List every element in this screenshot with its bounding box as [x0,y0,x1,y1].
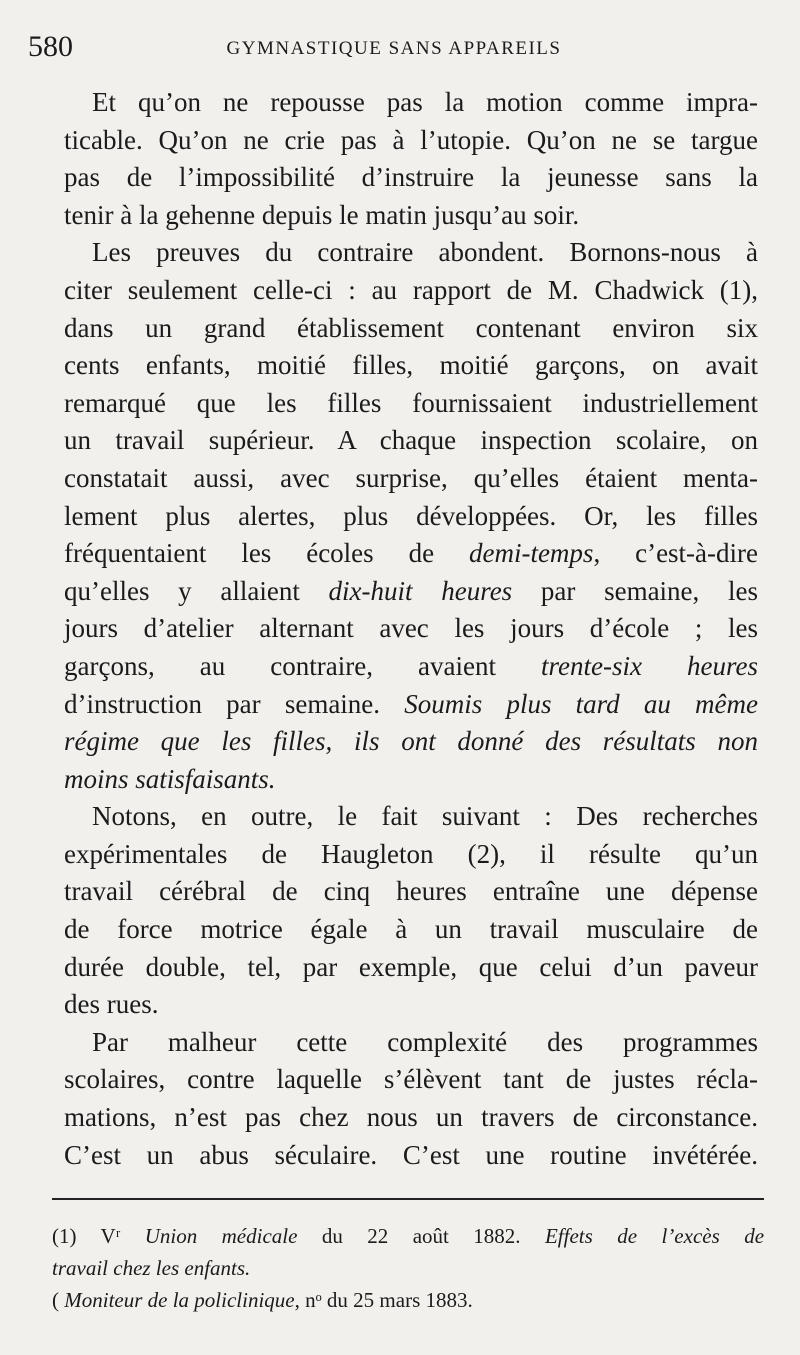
footnote-italic: Union médicale [144,1224,298,1248]
footnotes [52,1220,764,1316]
paragraph-2 [36,234,758,798]
text-line [36,761,758,799]
paragraph-1 [36,84,758,234]
text-line [36,648,758,686]
text-line: cents enfants, moitié filles, moitié garçons, on avait [64,350,758,381]
body-text [36,84,758,1174]
footnote-italic: travail chez les enfants. [52,1256,251,1280]
italic-phrase: demi-temps [468,538,594,569]
paragraph-3 [36,798,758,1024]
italic-phrase: moins satisfaisants. [64,763,276,794]
footnote-text: , nᵒ du 25 mars 1883. [294,1288,473,1312]
text-line: de force motrice égale à un travail musculaire de [64,914,758,945]
text-span: par semaine, les [512,575,758,606]
page-number: 580 [28,30,73,63]
footnote-separator [52,1198,764,1200]
text-line: travail cérébral de cinq heures entraîne une dépense [64,876,758,907]
italic-phrase: régime que les filles, ils ont donné des résultats non [64,726,758,757]
footnote-italic: Moniteur de la policlinique [64,1288,295,1312]
text-line: scolaires, contre laquelle s’élèvent tant de justes récla- [64,1064,758,1095]
text-span: qu’elles y allaient [64,575,329,606]
text-line [36,573,758,611]
text-line [36,723,758,761]
text-line: durée double, tel, par exemple, que celui d’un paveur [64,951,758,982]
text-line: Notons, en outre, le fait suivant : Des recherches [92,801,758,832]
text-line: ticable. Qu’on ne crie pas à l’utopie. Qu’on ne se targue [64,124,758,155]
text-line: mations, n’est pas chez nous un travers de circonstance. [64,1102,758,1133]
text-span: , c’est-à-dire [593,538,758,569]
text-line: Et qu’on ne repousse pas la motion comme impra- [92,87,758,117]
text-line: des rues. [64,989,159,1020]
footnote-text: du 22 août 1882. [297,1224,545,1248]
text-line: citer seulement celle-ci : au rapport de M. Chadwick (1), [64,274,758,305]
text-line: Les preuves du contraire abondent. Bornons-nous à [92,237,758,268]
footnote-2 [52,1284,764,1316]
text-span: d’instruction par semaine. [64,688,405,719]
text-line [36,686,758,724]
text-line: jours d’atelier alternant avec les jours d’école ; les [64,613,758,644]
text-line: dans un grand établissement contenant environ six [64,312,758,343]
text-line: pas de l’impossibilité d’instruire la jeunesse sans la [64,162,758,193]
footnote-1 [52,1220,764,1252]
paragraph-4 [36,1024,758,1174]
running-title: GYMNASTIQUE SANS APPAREILS [226,38,562,59]
footnote-mark: ( [52,1288,65,1312]
footnote-mark: (1) Vʳ [52,1224,145,1248]
text-span: fréquentaient les écoles de [64,538,469,569]
text-line: expérimentales de Haugleton (2), il résulte qu’un [64,838,758,869]
text-line: C’est un abus séculaire. C’est une routine invétérée. [64,1139,758,1170]
text-line: tenir à la gehenne depuis le matin jusqu’au soir. [64,199,580,230]
text-line: un travail supérieur. A chaque inspection scolaire, on [64,425,758,456]
text-line [36,535,758,573]
text-span: garçons, au contraire, avaient [64,650,542,681]
footnote-1-continued [52,1252,764,1284]
italic-phrase: dix-huit heures [328,575,513,606]
text-line: remarqué que les filles fournissaient industriellement [64,387,758,418]
text-line: constatait aussi, avec surprise, qu’elles étaient menta- [64,462,758,493]
text-line: Par malheur cette complexité des programmes [92,1026,758,1057]
italic-phrase: trente-six heures [541,650,758,681]
footnote-italic: Effets de l’excès de [544,1224,765,1248]
italic-phrase: Soumis plus tard au même [404,688,758,719]
page-header [28,30,760,70]
text-line: lement plus alertes, plus développées. Or, les filles [64,500,758,531]
